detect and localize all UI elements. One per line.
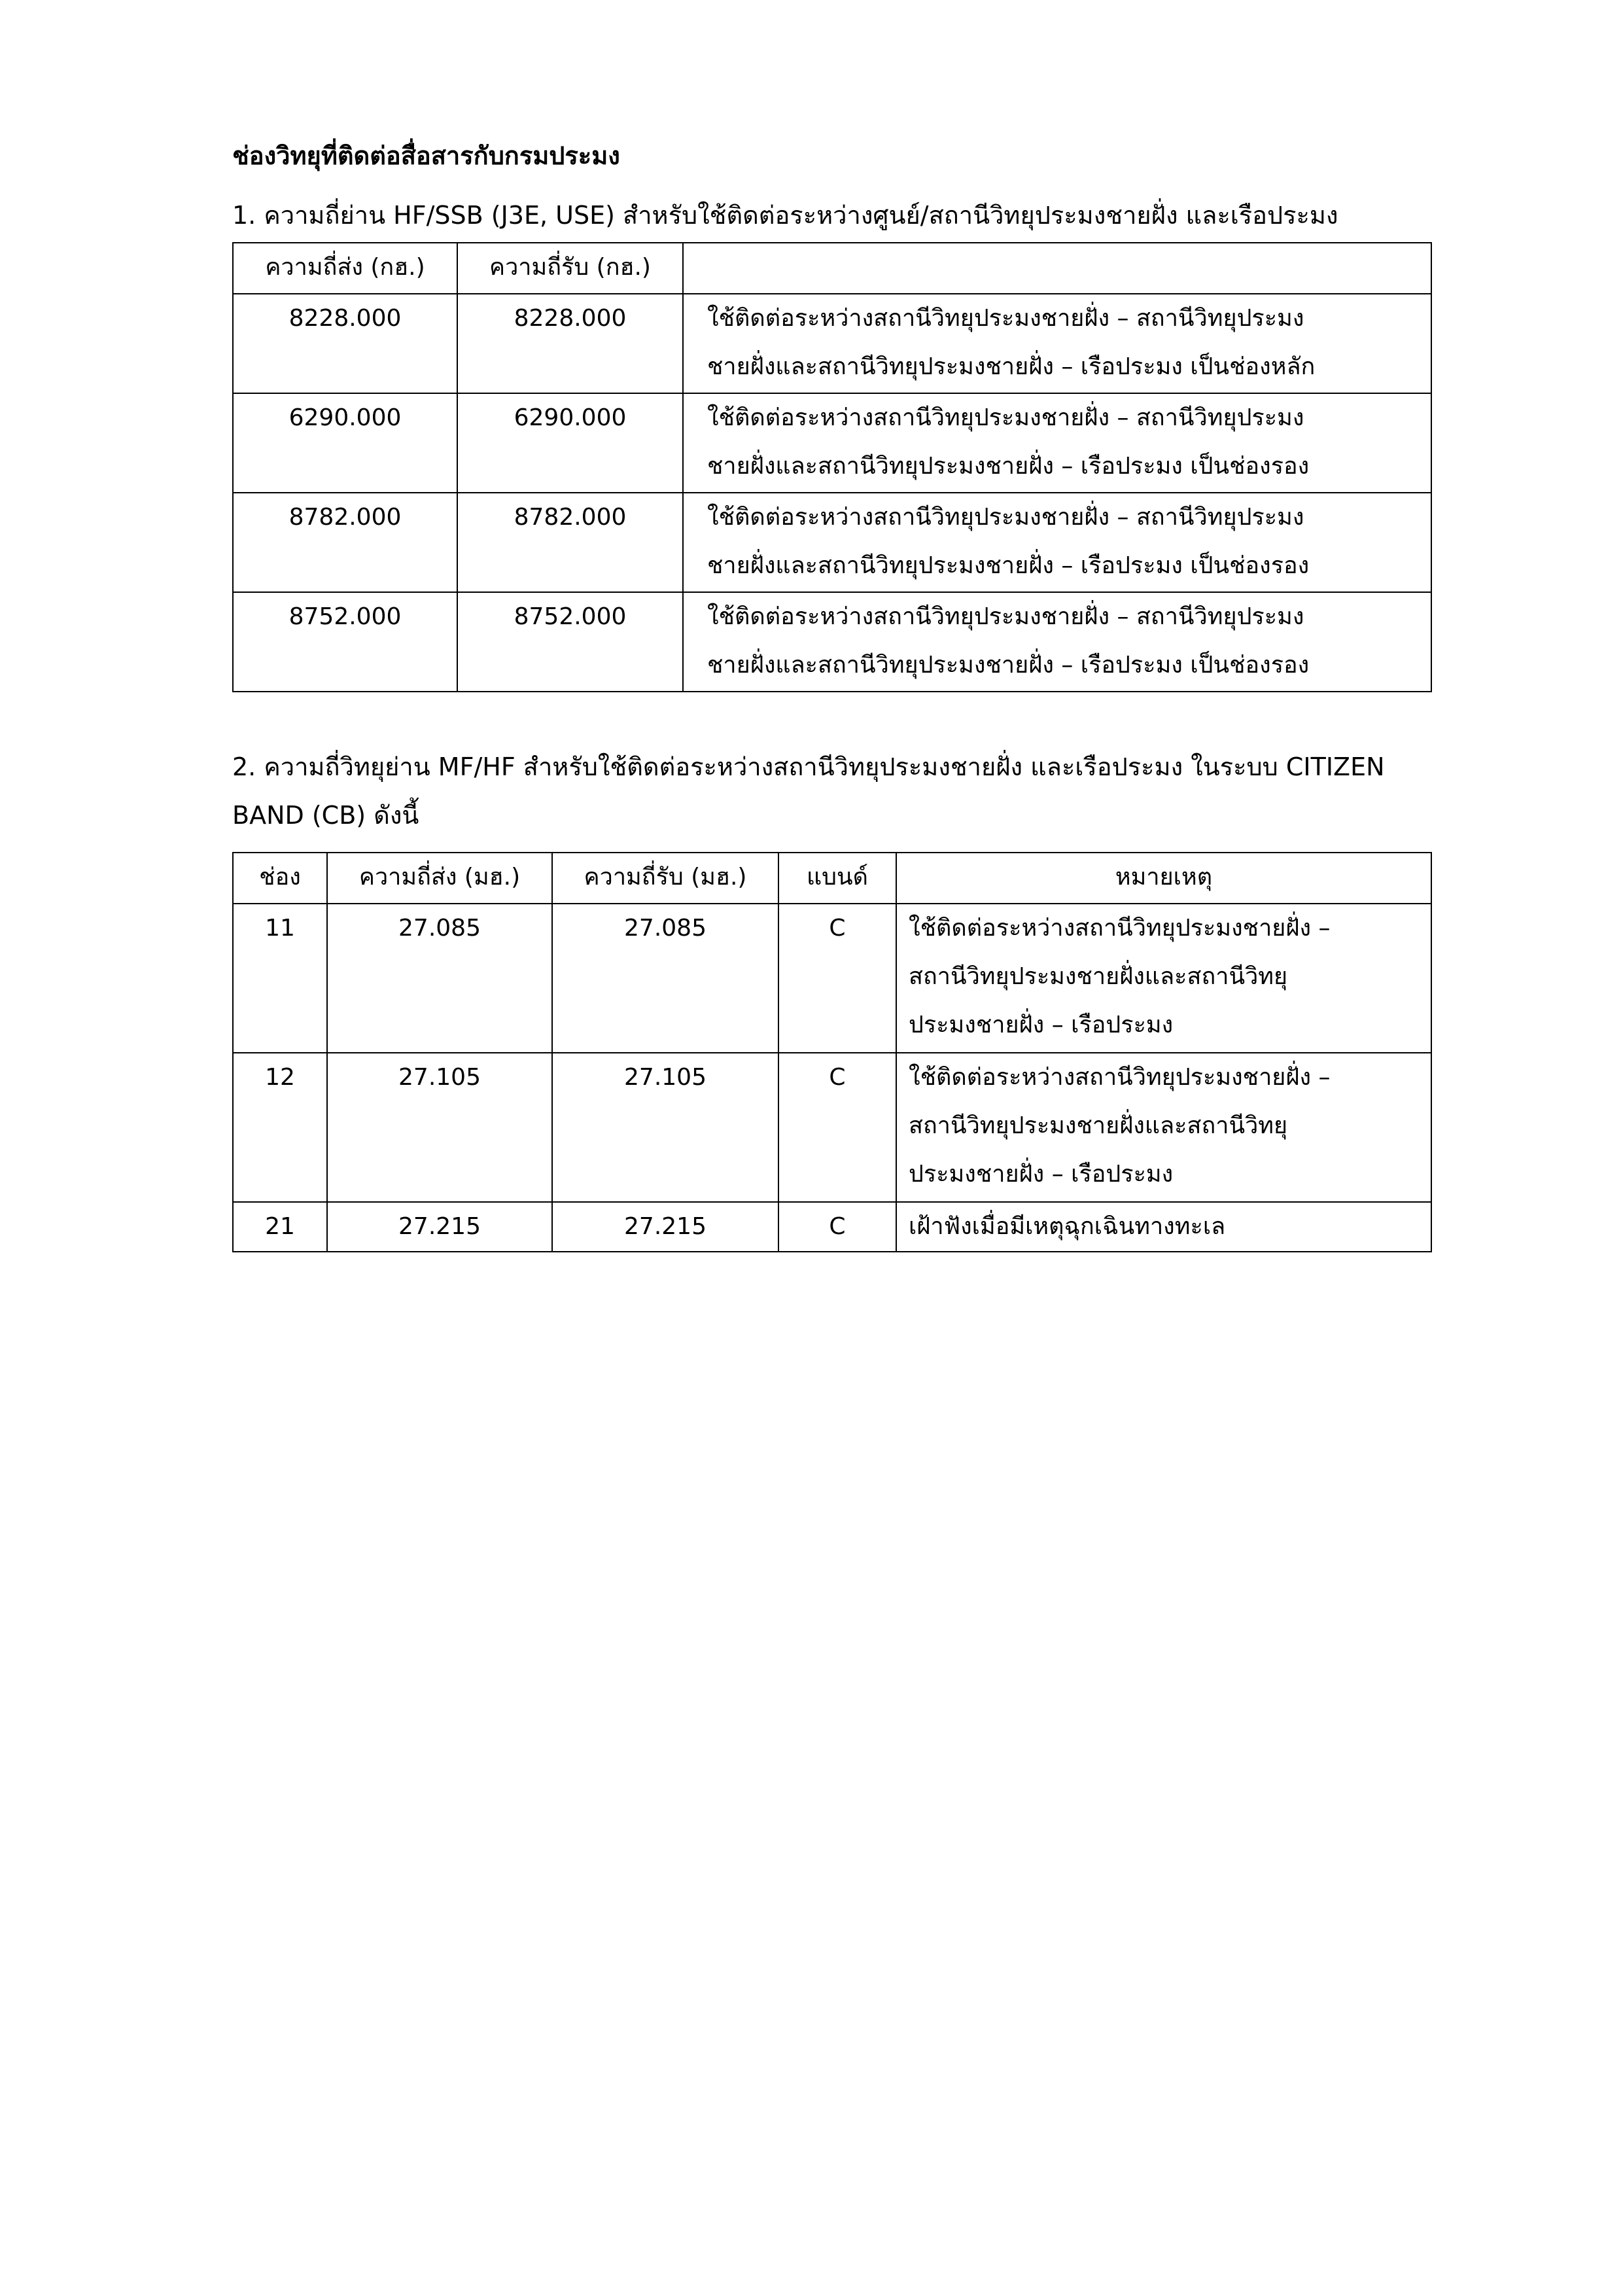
header-rx-mhz: ความถี่รับ (มฮ.) (552, 853, 778, 904)
description-line: ใช้ติดต่อระหว่างสถานีวิทยุประมงชายฝั่ง – สถานีวิทยุประมง (707, 404, 1304, 431)
header-remarks: หมายเหตุ (896, 853, 1431, 904)
section2-intro: 2. ความถี่วิทยุย่าน MF/HF สำหรับใช้ติดต่อระหว่างสถานีวิทยุประมงชายฝั่ง และเรือประมง ในระบบ CITIZEN BAND (CB) ดังนี้ (232, 752, 1385, 830)
tx-frequency: 27.105 (327, 1053, 552, 1202)
usage-description (683, 294, 1431, 393)
header-tx-mhz: ความถี่ส่ง (มฮ.) (327, 853, 552, 904)
table-row (233, 1202, 1431, 1252)
usage-description (683, 393, 1431, 493)
rx-frequency: 6290.000 (457, 393, 683, 493)
header-rx-khz: ความถี่รับ (กฮ.) (457, 243, 683, 294)
rx-frequency: 8228.000 (457, 294, 683, 393)
rx-frequency: 8752.000 (457, 592, 683, 692)
description-line: ชายฝั่งและสถานีวิทยุประมงชายฝั่ง – เรือประมง เป็นช่องรอง (707, 453, 1310, 480)
tx-frequency: 6290.000 (233, 393, 457, 493)
table-row (233, 1053, 1431, 1202)
remarks-line: ใช้ติดต่อระหว่างสถานีวิทยุประมงชายฝั่ง – (909, 1064, 1331, 1091)
table-header-row (233, 853, 1431, 904)
table-row (233, 493, 1431, 592)
remarks-line: สถานีวิทยุประมงชายฝั่งและสถานีวิทยุ (909, 1112, 1288, 1139)
description-line: ใช้ติดต่อระหว่างสถานีวิทยุประมงชายฝั่ง – สถานีวิทยุประมง (707, 603, 1304, 630)
rx-frequency: 27.085 (552, 904, 778, 1053)
tx-frequency: 27.215 (327, 1202, 552, 1252)
table-row (233, 592, 1431, 692)
cb-frequency-table (232, 852, 1432, 1252)
channel-number: 12 (233, 1053, 327, 1202)
tx-frequency: 8782.000 (233, 493, 457, 592)
document-heading: ช่องวิทยุที่ติดต่อสื่อสารกับกรมประมง (232, 141, 620, 170)
channel-number: 21 (233, 1202, 327, 1252)
remarks (896, 1202, 1431, 1252)
band: C (778, 1202, 896, 1252)
description-line: ใช้ติดต่อระหว่างสถานีวิทยุประมงชายฝั่ง – สถานีวิทยุประมง (707, 305, 1304, 332)
usage-description (683, 592, 1431, 692)
description-line: ชายฝั่งและสถานีวิทยุประมงชายฝั่ง – เรือประมง เป็นช่องรอง (707, 652, 1310, 679)
hf-ssb-frequency-table (232, 242, 1432, 692)
section1-intro: 1. ความถี่ย่าน HF/SSB (J3E, USE) สำหรับใช้ติดต่อระหว่างศูนย์/สถานีวิทยุประมงชายฝั่ง และเรือประมง (232, 201, 1338, 230)
header-description (683, 243, 1431, 294)
description-line: ชายฝั่งและสถานีวิทยุประมงชายฝั่ง – เรือประมง เป็นช่องรอง (707, 552, 1310, 579)
remarks (896, 1053, 1431, 1202)
rx-frequency: 27.215 (552, 1202, 778, 1252)
usage-description (683, 493, 1431, 592)
rx-frequency: 27.105 (552, 1053, 778, 1202)
tx-frequency: 27.085 (327, 904, 552, 1053)
band: C (778, 904, 896, 1053)
header-band: แบนด์ (778, 853, 896, 904)
channel-number: 11 (233, 904, 327, 1053)
band: C (778, 1053, 896, 1202)
table-row (233, 294, 1431, 393)
header-tx-khz: ความถี่ส่ง (กฮ.) (233, 243, 457, 294)
remarks (896, 904, 1431, 1053)
table-header-row (233, 243, 1431, 294)
rx-frequency: 8782.000 (457, 493, 683, 592)
remarks-line: สถานีวิทยุประมงชายฝั่งและสถานีวิทยุ (909, 963, 1288, 990)
remarks-line: ประมงชายฝั่ง – เรือประมง (909, 1161, 1174, 1188)
tx-frequency: 8228.000 (233, 294, 457, 393)
header-channel: ช่อง (233, 853, 327, 904)
description-line: ชายฝั่งและสถานีวิทยุประมงชายฝั่ง – เรือประมง เป็นช่องหลัก (707, 353, 1316, 380)
description-line: ใช้ติดต่อระหว่างสถานีวิทยุประมงชายฝั่ง – สถานีวิทยุประมง (707, 504, 1304, 531)
remarks-line: ประมงชายฝั่ง – เรือประมง (909, 1012, 1174, 1038)
tx-frequency: 8752.000 (233, 592, 457, 692)
remarks-line: เฝ้าฟังเมื่อมีเหตุฉุกเฉินทางทะเล (909, 1213, 1226, 1240)
remarks-line: ใช้ติดต่อระหว่างสถานีวิทยุประมงชายฝั่ง – (909, 915, 1331, 942)
table-row (233, 904, 1431, 1053)
table-row (233, 393, 1431, 493)
